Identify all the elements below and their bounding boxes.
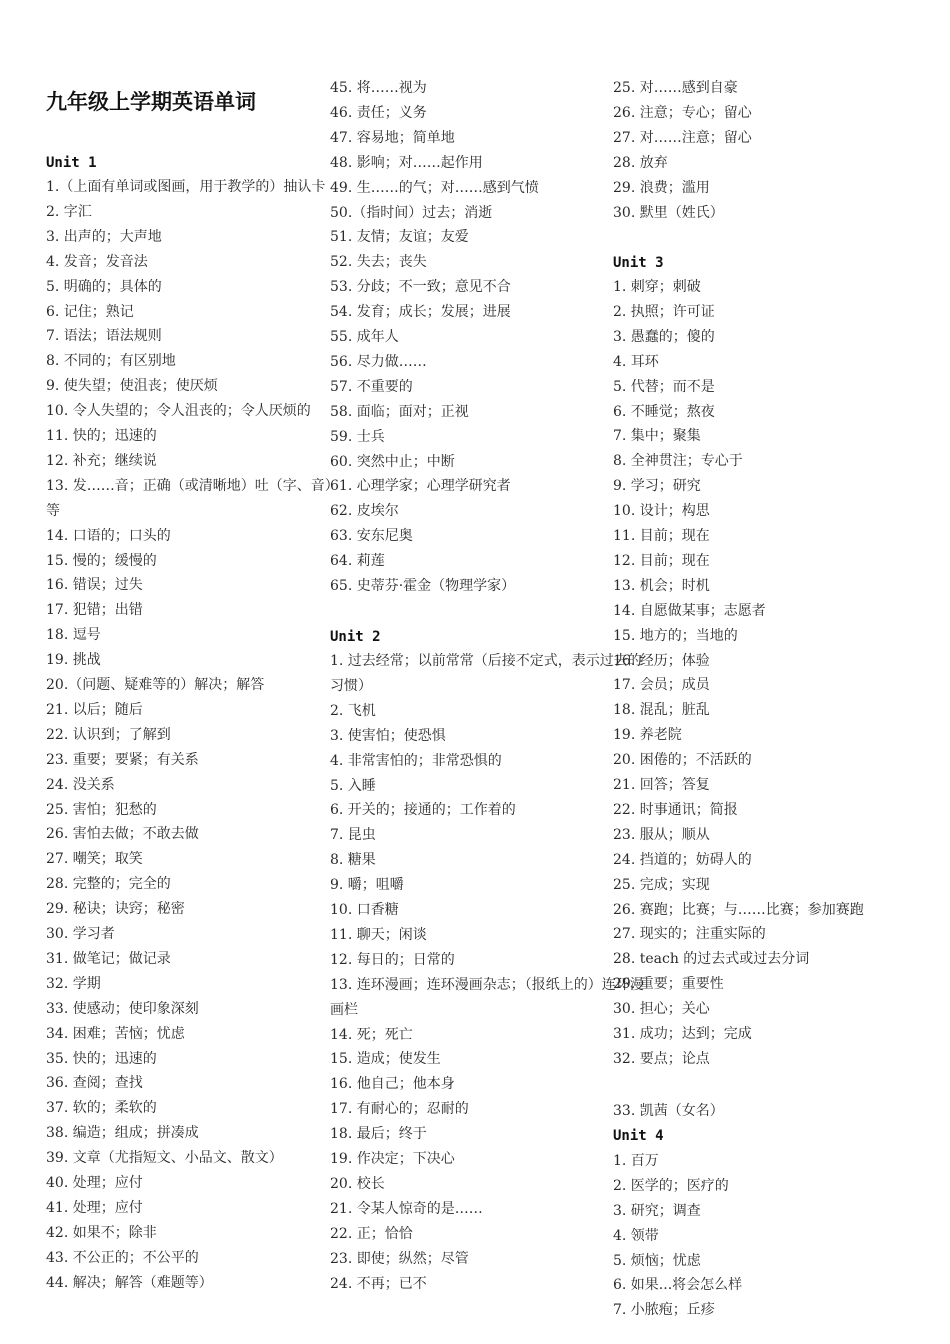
vocab-item: 13. 机会；时机 (613, 577, 710, 594)
vocab-item: 12. 目前；现在 (613, 552, 710, 569)
vocab-item: 18. 混乱；脏乱 (613, 702, 710, 719)
vocab-item: 59. 士兵 (330, 428, 385, 445)
vocab-item: 23. 服从；顺从 (613, 826, 710, 843)
vocab-item: 10. 口香糖 (330, 902, 399, 918)
vocab-item: 8. 糖果 (330, 852, 376, 869)
vocab-item: 22. 认识到；了解到 (46, 726, 171, 743)
vocab-item: 12. 每日的；日常的 (330, 951, 455, 968)
vocab-item: 16. 错误；过失 (46, 577, 143, 594)
vocab-item: 26. 注意；专心；留心 (613, 104, 752, 121)
vocab-item: 63. 安东尼奥 (330, 528, 413, 545)
vocab-item: 62. 皮埃尔 (330, 503, 399, 520)
vocab-item: 11. 快的；迅速的 (46, 428, 157, 444)
vocab-item: 4. 领带 (613, 1227, 659, 1244)
vocab-item: 等 (46, 502, 60, 519)
vocab-item: 7. 集中；聚集 (613, 428, 701, 445)
vocab-item: 1.（上面有单词或图画，用于教学的）抽认卡 (46, 179, 326, 195)
vocab-item: 40. 处理；应付 (46, 1175, 143, 1191)
vocab-item: 55. 成年人 (330, 329, 399, 345)
vocab-item: 50.（指时间）过去；消逝 (330, 204, 493, 221)
vocab-item: 2. 飞机 (330, 702, 376, 719)
vocab-item: 24. 不再；已不 (330, 1275, 427, 1292)
vocab-item: 21. 回答；答复 (613, 777, 710, 793)
vocab-item: 27. 对……注意；留心 (613, 129, 752, 146)
vocab-item: 15. 地方的；当地的 (613, 627, 738, 644)
vocab-item: 29. 重要；重要性 (613, 976, 724, 993)
vocab-item: 1. 刺穿；刺破 (613, 279, 701, 295)
vocab-item: 28. 完整的；完全的 (46, 876, 171, 893)
vocab-item: 17. 有耐心的；忍耐的 (330, 1101, 469, 1118)
vocab-item: 3. 愚蠢的；傻的 (613, 328, 715, 345)
vocab-item: 27. 现实的；注重实际的 (613, 926, 766, 943)
vocab-item: 4. 非常害怕的；非常恐惧的 (330, 752, 502, 769)
vocab-item: 31. 做笔记；做记录 (46, 950, 171, 967)
vocab-item: 51. 友情；友谊；友爱 (330, 229, 469, 246)
vocab-item: 5. 代替；而不是 (613, 378, 715, 395)
vocab-item: 25. 害怕；犯愁的 (46, 801, 157, 818)
vocab-item: 21. 以后；随后 (46, 701, 143, 718)
vocab-item: 11. 聊天；闲谈 (330, 926, 427, 943)
vocab-item: 8. 全神贯注；专心于 (613, 453, 743, 470)
vocab-item: 3. 研究；调查 (613, 1202, 701, 1219)
vocab-item: 58. 面临；面对；正视 (330, 403, 469, 420)
vocab-item: 35. 快的；迅速的 (46, 1050, 157, 1067)
vocab-item: 4. 发音；发音法 (46, 253, 148, 270)
vocab-item: 25. 完成；实现 (613, 876, 710, 893)
vocab-item: 17. 犯错；出错 (46, 602, 143, 619)
vocab-item: 6. 开关的；接通的；工作着的 (330, 802, 516, 819)
vocab-item: 29. 浪费；滥用 (613, 179, 710, 196)
vocab-item: 32. 学期 (46, 975, 101, 992)
vocab-item: 39. 文章（尤指短文、小品文、散文） (46, 1150, 283, 1167)
vocab-item: 22. 时事通讯；简报 (613, 801, 738, 818)
vocab-item: 21. 令某人惊奇的是…… (330, 1200, 483, 1217)
vocab-item: 61. 心理学家；心理学研究者 (330, 478, 511, 495)
vocab-item: 7. 昆虫 (330, 827, 376, 844)
vocab-item: 25. 对……感到自豪 (613, 80, 738, 96)
vocab-item: 36. 查阅；查找 (46, 1075, 143, 1092)
vocab-item: 28. 放弃 (613, 154, 668, 171)
vocab-item: 3. 使害怕；使恐惧 (330, 727, 446, 744)
vocab-item: 20. 校长 (330, 1175, 385, 1192)
unit-heading: Unit 4 (613, 1128, 664, 1144)
vocab-item: 10. 令人失望的；令人沮丧的；令人厌烦的 (46, 403, 311, 420)
vocab-item: 56. 尽力做…… (330, 353, 427, 370)
vocab-item: 16. 经历；体验 (613, 652, 710, 669)
vocab-item: 19. 养老院 (613, 727, 682, 744)
vocab-item: 8. 不同的；有区别地 (46, 353, 176, 370)
vocab-item: 30. 默里（姓氏） (613, 204, 724, 221)
vocab-item: 5. 烦恼；忧虑 (613, 1252, 701, 1269)
vocab-item: 37. 软的；柔软的 (46, 1100, 157, 1117)
vocab-item: 14. 口语的；口头的 (46, 527, 171, 544)
vocab-item: 20. 困倦的；不活跃的 (613, 752, 752, 769)
vocab-item: 52. 失去；丧失 (330, 254, 427, 271)
vocab-item: 20.（问题、疑难等的）解决；解答 (46, 677, 265, 693)
vocab-item: 18. 最后；终于 (330, 1126, 427, 1143)
vocab-item: 44. 解决；解答（难题等） (46, 1274, 213, 1291)
vocab-item: 38. 编造；组成；拼凑成 (46, 1125, 199, 1142)
vocab-item: 9. 学习；研究 (613, 478, 701, 495)
vocab-item: 14. 死；死亡 (330, 1026, 413, 1043)
vocab-item: 30. 学习者 (46, 926, 115, 942)
vocab-item: 32. 要点；论点 (613, 1050, 710, 1067)
vocab-item: 习惯） (330, 677, 372, 694)
vocab-item: 6. 不睡觉；熬夜 (613, 403, 715, 420)
unit-heading: Unit 2 (330, 629, 381, 645)
vocab-item: 3. 出声的；大声地 (46, 228, 162, 245)
vocab-item: 2. 字汇 (46, 203, 92, 220)
vocab-item: 30. 担心；关心 (613, 1001, 710, 1018)
vocab-item: 24. 没关系 (46, 776, 115, 793)
vocab-item: 45. 将……视为 (330, 80, 427, 96)
vocab-item: 22. 正；恰恰 (330, 1225, 413, 1242)
vocab-item: 33. 凯茜（女名） (613, 1103, 724, 1119)
vocab-item: 15. 造成；使发生 (330, 1051, 441, 1068)
vocab-item: 49. 生……的气；对……感到气愤 (330, 179, 539, 196)
vocab-item: 14. 自愿做某事；志愿者 (613, 602, 766, 619)
vocab-item: 23. 重要；要紧；有关系 (46, 751, 199, 768)
vocab-item: 23. 即使；纵然；尽管 (330, 1250, 469, 1267)
vocab-item: 41. 处理；应付 (46, 1199, 143, 1216)
vocab-item: 47. 容易地；简单地 (330, 129, 455, 146)
vocab-item: 28. teach 的过去式或过去分词 (613, 951, 810, 968)
vocab-item: 26. 赛跑；比赛；与……比赛；参加赛跑 (613, 901, 864, 918)
vocab-item: 18. 逗号 (46, 627, 101, 644)
vocab-item: 53. 分歧；不一致；意见不合 (330, 279, 511, 296)
vocab-item: 33. 使感动；使印象深刻 (46, 1000, 199, 1017)
vocab-item: 2. 执照；许可证 (613, 303, 715, 320)
vocab-item: 16. 他自己；他本身 (330, 1076, 455, 1093)
vocab-item: 42. 如果不；除非 (46, 1224, 157, 1241)
vocab-item: 17. 会员；成员 (613, 677, 710, 694)
vocab-item: 48. 影响；对……起作用 (330, 154, 483, 171)
vocab-item: 5. 入睡 (330, 777, 376, 794)
vocab-item: 9. 嚼；咀嚼 (330, 877, 404, 894)
vocab-item: 7. 语法；语法规则 (46, 328, 162, 345)
vocab-item: 1. 过去经常；以前常常（后接不定式，表示过去的 (330, 653, 642, 669)
vocab-item: 13. 发……音；正确（或清晰地）吐（字、音） (46, 477, 339, 494)
page-title: 九年级上学期英语单词 (46, 90, 256, 114)
vocab-item: 9. 使失望；使沮丧；使厌烦 (46, 378, 218, 395)
vocab-item: 11. 目前；现在 (613, 528, 710, 544)
vocab-item: 6. 如果...将会怎么样 (613, 1277, 743, 1294)
vocab-item: 12. 补充；继续说 (46, 452, 157, 469)
vocab-item: 2. 医学的；医疗的 (613, 1177, 729, 1194)
vocab-item: 46. 责任；义务 (330, 104, 427, 121)
vocab-item: 24. 挡道的；妨碍人的 (613, 851, 752, 868)
vocab-item: 1. 百万 (613, 1152, 659, 1169)
vocab-item: 43. 不公正的；不公平的 (46, 1249, 199, 1266)
vocab-item: 19. 挑战 (46, 652, 101, 669)
vocab-item: 60. 突然中止；中断 (330, 453, 455, 470)
vocab-item: 6. 记住；熟记 (46, 303, 134, 320)
vocab-item: 65. 史蒂芬·霍金（物理学家） (330, 578, 516, 594)
vocab-item: 54. 发育；成长；发展；进展 (330, 304, 511, 321)
vocab-item: 画栏 (330, 1001, 358, 1018)
vocab-item: 7. 小脓疱；丘疹 (613, 1302, 715, 1319)
vocab-item: 29. 秘诀；诀窍；秘密 (46, 901, 185, 918)
vocab-item: 19. 作决定；下决心 (330, 1151, 455, 1167)
vocab-item: 31. 成功；达到；完成 (613, 1026, 752, 1042)
vocab-item: 4. 耳环 (613, 353, 659, 370)
vocab-item: 26. 害怕去做；不敢去做 (46, 826, 199, 843)
unit-heading: Unit 1 (46, 155, 97, 171)
vocab-item: 5. 明确的；具体的 (46, 278, 162, 295)
vocab-item: 15. 慢的；缓慢的 (46, 552, 157, 569)
vocab-item: 64. 莉莲 (330, 553, 385, 570)
vocab-item: 13. 连环漫画；连环漫画杂志；（报纸上的）连环漫 (330, 976, 644, 993)
vocab-item: 27. 嘲笑；取笑 (46, 851, 143, 868)
vocab-item: 34. 困难；苦恼；忧虑 (46, 1025, 185, 1042)
vocab-item: 57. 不重要的 (330, 378, 413, 395)
vocab-item: 10. 设计；构思 (613, 503, 710, 520)
unit-heading: Unit 3 (613, 255, 664, 271)
